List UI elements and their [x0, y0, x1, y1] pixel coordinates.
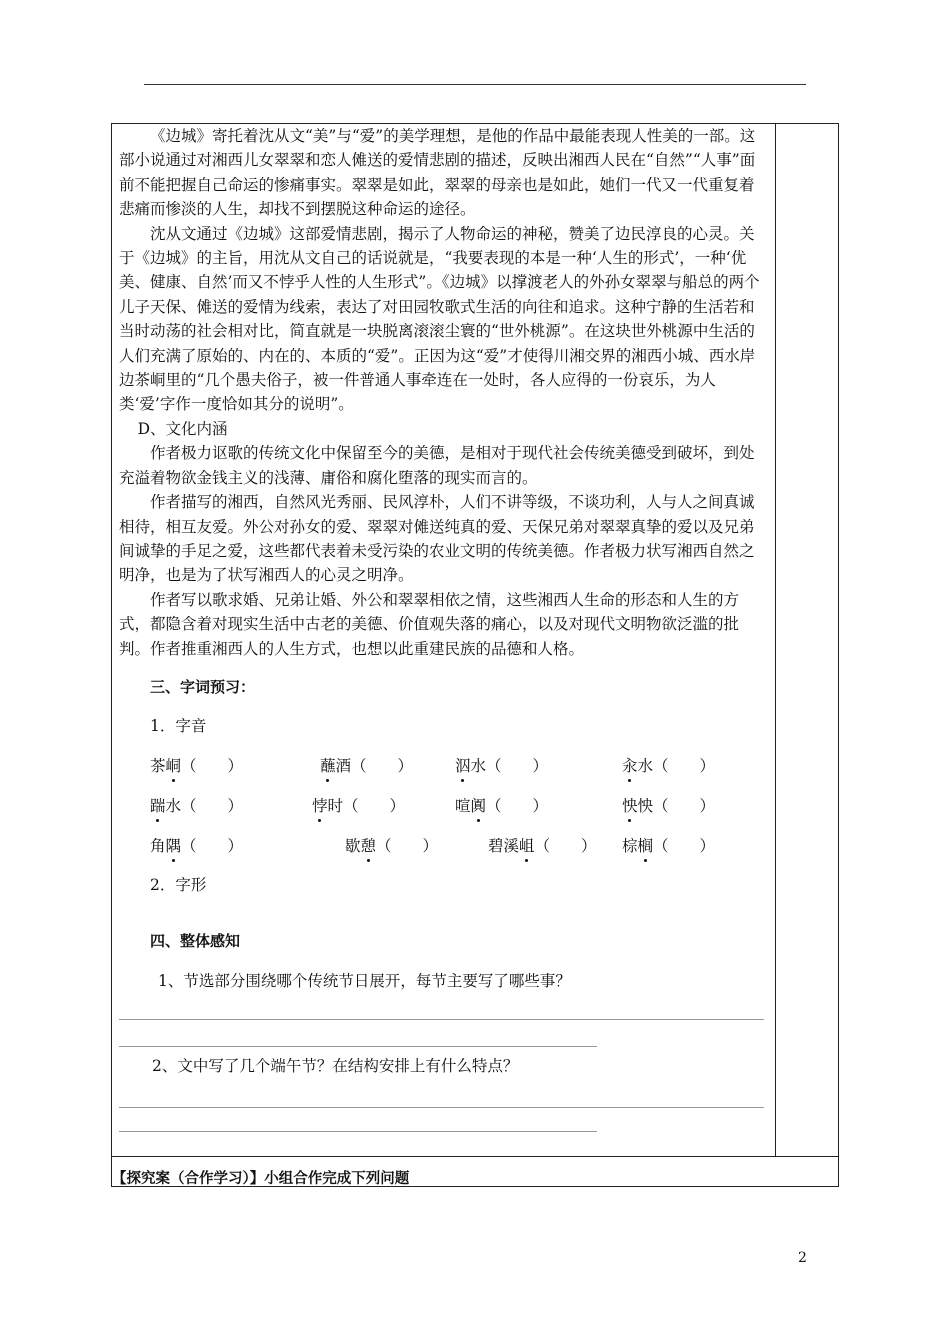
sub-heading-pronunciation: 1．字音 — [150, 717, 207, 735]
section-4-heading: 四、整体感知 — [150, 932, 241, 950]
header-rule — [144, 84, 806, 85]
vocab-item: 碧溪岨（ ） — [488, 837, 597, 855]
answer-line[interactable] — [119, 1131, 597, 1132]
vocab-item: 角隅（ ） — [150, 837, 244, 855]
inquiry-section-label: 【探究案（合作学习）】小组合作完成下列问题 — [112, 1171, 410, 1187]
section-d-label: D、文化内涵 — [137, 419, 228, 438]
body-text — [119, 124, 769, 661]
sub-heading-glyph: 2．字形 — [150, 876, 207, 894]
answer-line[interactable] — [119, 1046, 597, 1047]
row-divider — [111, 1156, 839, 1157]
vocab-item: 悖时（ ） — [312, 797, 406, 815]
answer-line[interactable] — [119, 1107, 764, 1108]
vocab-item: 蘸酒（ ） — [320, 757, 414, 775]
question-2: 2、文中写了几个端午节？在结构安排上有什么特点？ — [152, 1057, 519, 1075]
paragraph-2: 沈从文通过《边城》这部爱情悲剧，揭示了人物命运的神秘，赞美了边民淳良的心灵。关于《边城》的主旨，用沈从文自己的话说就是，“我要表现的本是一种‘人生的形式’，一种‘优美、健康、自然’而又不悖乎人性的人生形式”。《边城》以撑渡老人的外孙女翠翠与船总的两个儿子天保、傩送的爱情为线索，表达了对田园牧歌式生活的向往和追求。这种宁静的生活若和当时动荡的社会相对比，简直就是一块脱离滚滚尘寰的“世外桃源”。在这块世外桃源中生活的人们充满了原始的、内在的、本质的“爱”。正因为这“爱”才使得川湘交界的湘西小城、西水岸边茶峒里的“几个愚夫俗子，被一件普通人事牵连在一处时，各人应得的一份哀乐，为人类‘爱’字作一度恰如其分的说明”。 — [119, 224, 760, 414]
vocab-item: 茶峒（ ） — [150, 757, 244, 775]
paragraph-5: 作者写以歌求婚、兄弟让婚、外公和翠翠相依之情，这些湘西人生命的形态和人生的方式，都隐含着对现实生活中古老的美德、价值观失落的痛心，以及对现代文明物欲泛滥的批判。作者推重湘西人的人生方式，也想以此重建民族的品德和人格。 — [119, 590, 740, 658]
vocab-item: 踹水（ ） — [150, 797, 244, 815]
column-divider — [775, 123, 776, 1156]
vocab-item: 歇憩（ ） — [345, 837, 439, 855]
section-3-heading: 三、字词预习： — [150, 678, 256, 696]
question-1: 1、节选部分围绕哪个传统节日展开，每节主要写了哪些事？ — [158, 972, 571, 990]
page-number: 2 — [798, 1250, 807, 1266]
paragraph-1: 《边城》寄托着沈从文“美”与“爱”的美学理想，是他的作品中最能表现人性美的一部。这部小说通过对湘西儿女翠翠和恋人傩送的爱情悲剧的描述，反映出湘西人民在“自然”“人事”面前不能把握自己命运的惨痛事实。翠翠是如此，翠翠的母亲也是如此，她们一代又一代重复着悲痛而惨淡的人生，却找不到摆脱这种命运的途径。 — [119, 127, 756, 219]
vocab-item: 泅水（ ） — [455, 757, 549, 775]
vocab-item: 汆水（ ） — [622, 757, 716, 775]
vocab-item: 棕榈（ ） — [622, 837, 716, 855]
paragraph-4: 作者描写的湘西，自然风光秀丽、民风淳朴，人们不讲等级，不谈功利，人与人之间真诚相待，相互友爱。外公对孙女的爱、翠翠对傩送纯真的爱、天保兄弟对翠翠真挚的爱以及兄弟间诚挚的手足之爱，这些都代表着未受污染的农业文明的传统美德。作者极力状写湘西自然之明净，也是为了状写湘西人的心灵之明净。 — [119, 493, 755, 585]
vocab-item: 喧阗（ ） — [455, 797, 549, 815]
paragraph-3: 作者极力讴歌的传统文化中保留至今的美德，是相对于现代社会传统美德受到破坏，到处充溢着物欲金钱主义的浅薄、庸俗和腐化堕落的现实而言的。 — [119, 444, 755, 487]
vocab-item: 怏怏（ ） — [622, 797, 716, 815]
answer-line[interactable] — [119, 1019, 764, 1020]
